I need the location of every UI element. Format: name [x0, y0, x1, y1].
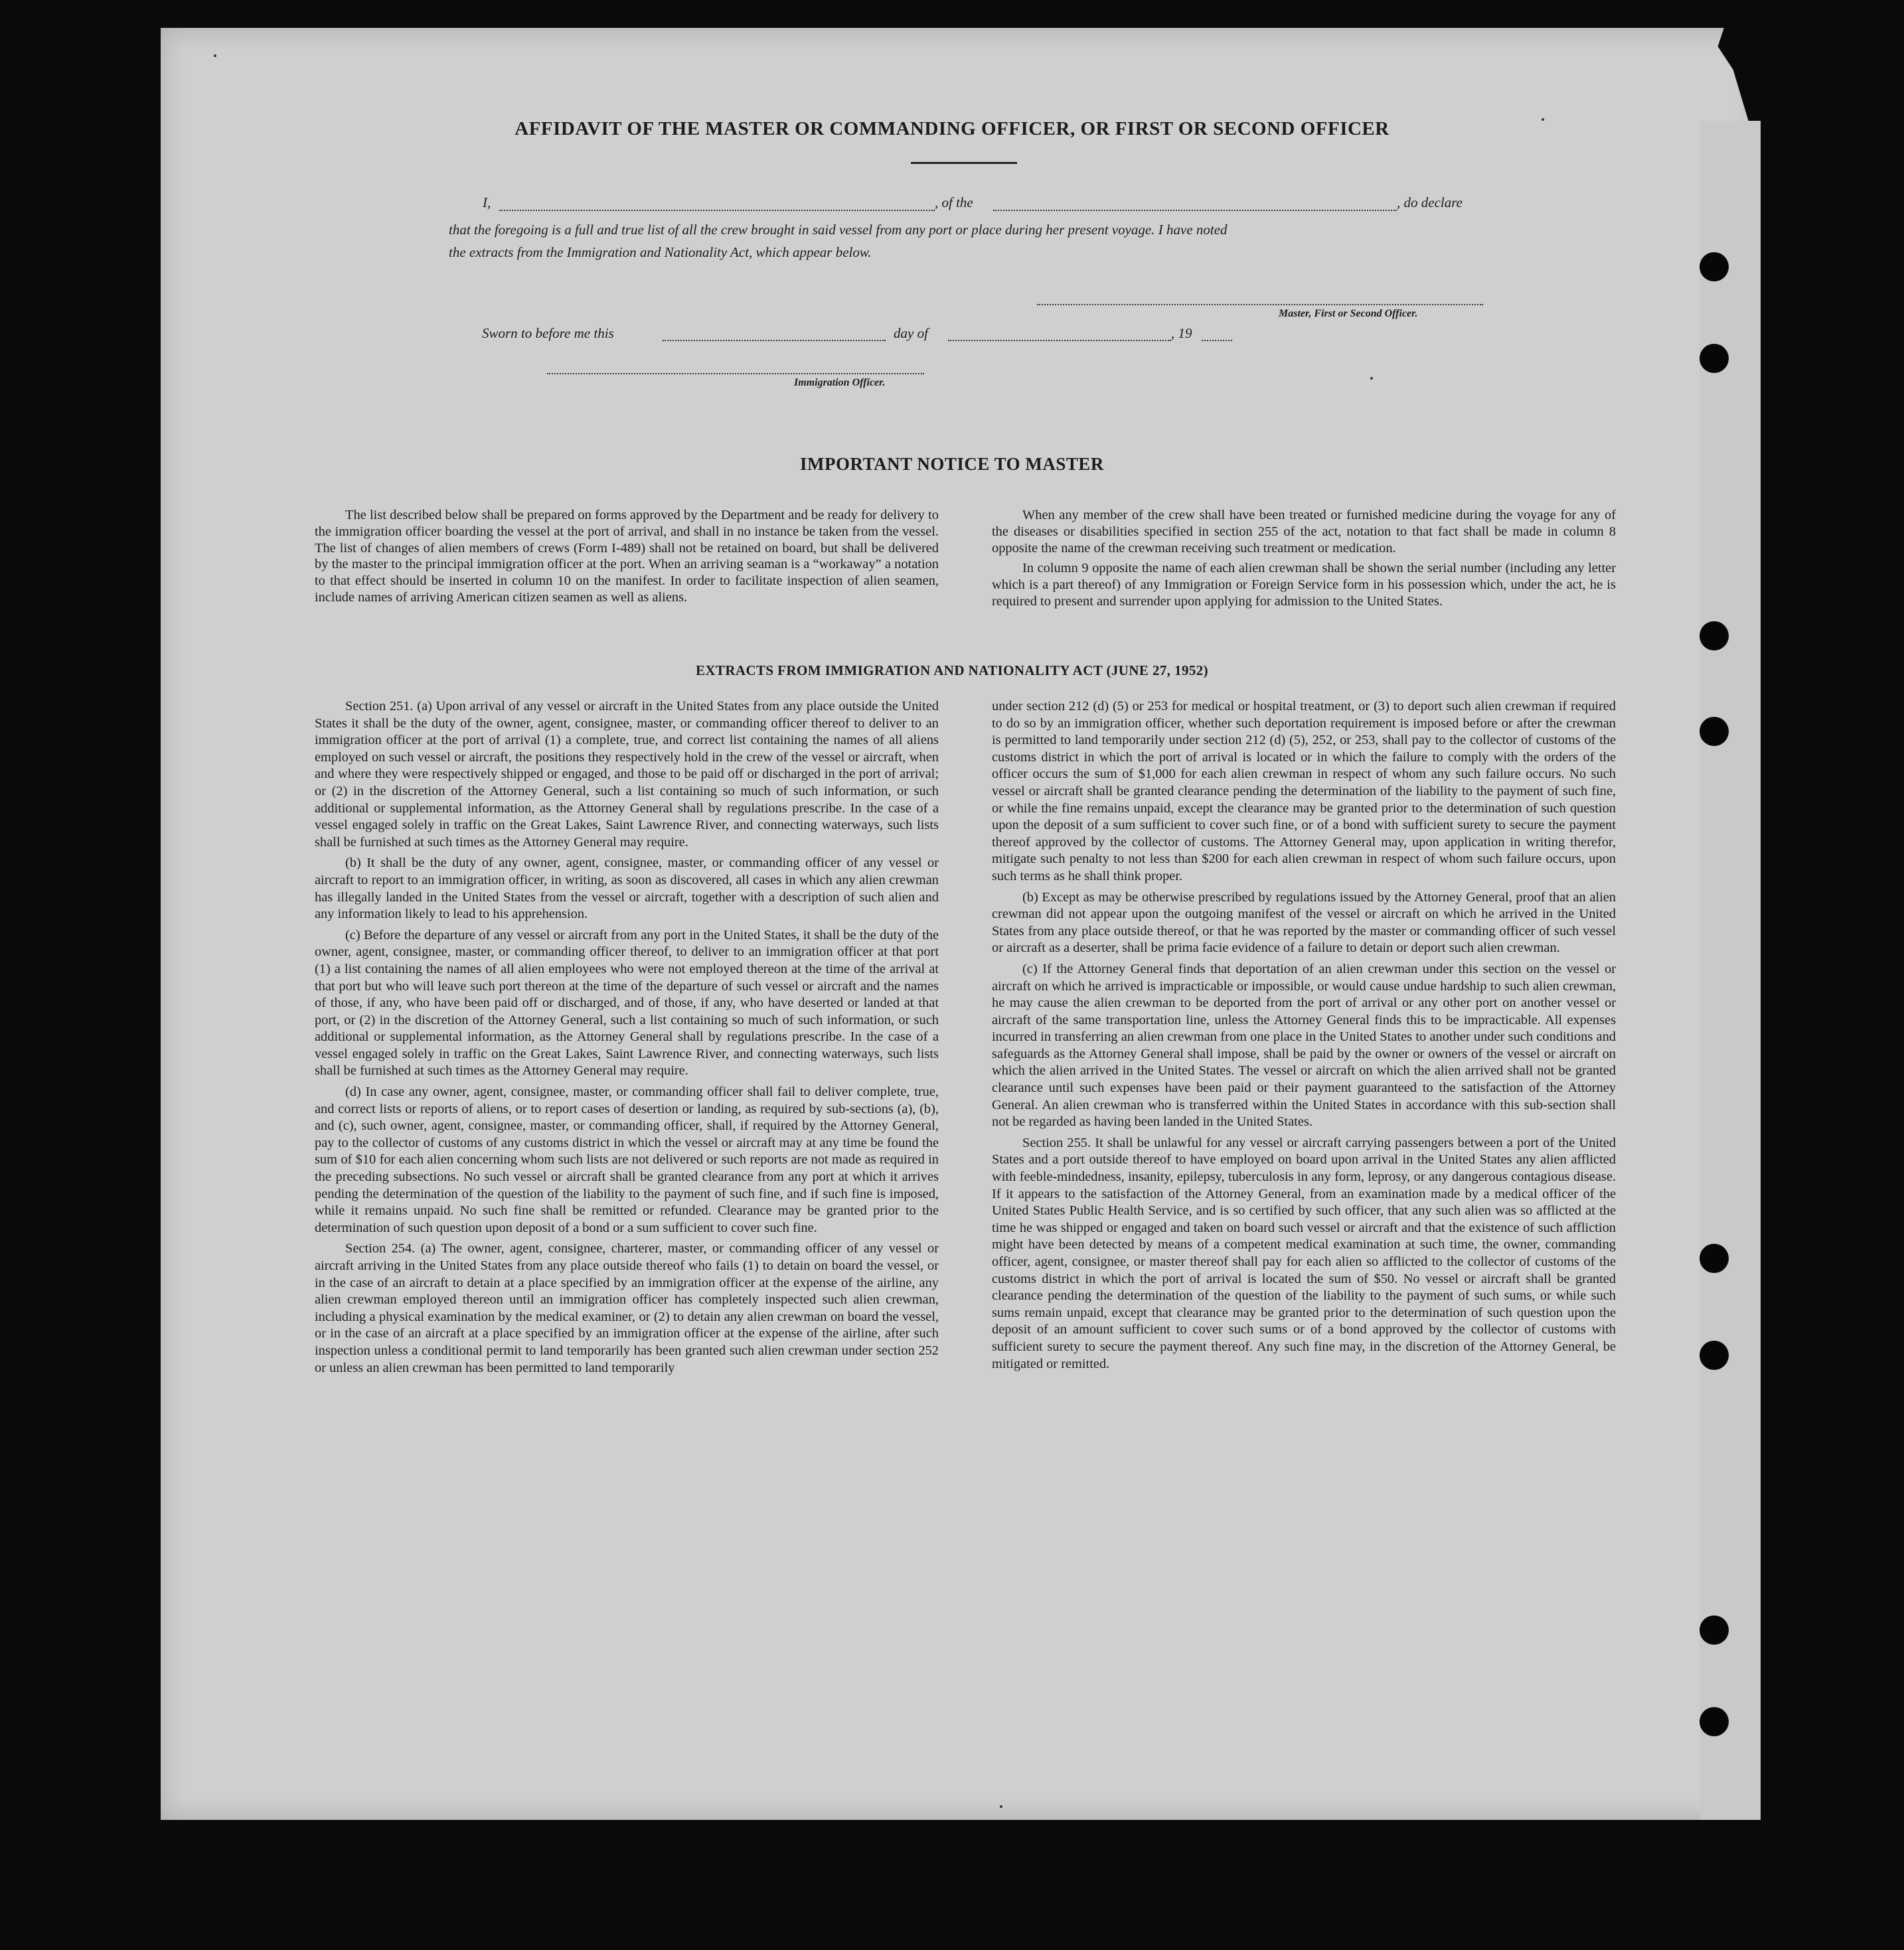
section-254-c: (c) If the Attorney General finds that deportation of an alien crewman under this section on the vessel or aircraft on which he arrived is impracticable or impossible, or would cause undue hardship to such alien crewman, he may cause the alien crewman to be deported from the port of arrival or any other port on another vessel or aircraft of the same transportation line, unless the Attorney General finds this to be impracticable. All expenses incurred in transferring an alien crewman from one place in the United States to another under such conditions and safeguards as the Attorney General shall impose, shall be paid by the owner or owners of the vessel or aircraft on which the alien arrived in the United States. The vessel or aircraft on which the alien arrived shall not be granted clearance until such expenses have been paid or their payment guaranteed to the satisfaction of the Attorney General. An alien crewman who is transferred within the United States in accordance with this sub-section shall not be regarded as having been landed in the United States.: [992, 961, 1616, 1130]
affidavit-title: AFFIDAVIT OF THE MASTER OR COMMANDING OFFICER, OR FIRST OR SECOND OFFICER: [515, 118, 1389, 139]
immigration-officer-caption: Immigration Officer.: [794, 377, 886, 388]
section-251-a: Section 251. (a) Upon arrival of any vessel or aircraft in the United States from any place outside the United States it shall be the duty of the owner, agent, consignee, master, or commanding officer thereof to deliver to an immigration officer at the port of arrival (1) a complete, true, and correct list containing the names of all aliens employed on such vessel or aircraft, the positions they respectively hold in the crew of the vessel or aircraft, when and where they were respectively shipped or engaged, and those to be paid off or discharged in the port of arrival; or (2) in the discretion of the Attorney General, such a list containing so much of such information, or such additional or supplemental information, as the Attorney General shall by regulations prescribe. In the case of a vessel engaged solely in traffic on the Great Lakes, Saint Lawrence River, and connecting waterways, such lists shall be furnished at such times as the Attorney General may require.: [315, 699, 939, 850]
master-signature-caption: Master, First or Second Officer.: [1279, 308, 1418, 319]
year-label: , 19: [1171, 325, 1192, 341]
sworn-month-blank[interactable]: [948, 340, 1171, 341]
day-of-label: day of: [894, 325, 928, 341]
master-signature-line[interactable]: [1037, 304, 1483, 305]
immigration-officer-signature-line[interactable]: [547, 373, 924, 374]
notice-right-paragraph-2: In column 9 opposite the name of each alien crewman shall be shown the serial number (including any letter which is a part thereof) of any Immigration or Foreign Service form in his possession which, under the act, he is required to present and surrender upon applying for admission to the United States.: [992, 561, 1616, 609]
of-the-label: , of the: [935, 194, 973, 210]
punch-hole: [1700, 1615, 1729, 1645]
section-255: Section 255. It shall be unlawful for any vessel or aircraft carrying passengers between a port of the United States and a port outside thereof to have employed on board upon arrival in the United States any alien afflicted with feeble-mindedness, insanity, epilepsy, tuberculosis in any form, leprosy, or any dangerous contagious disease. If it appears to the satisfaction of the Attorney General, from an examination made by a medical officer of the United States Public Health Service, and is so certified by such officer, that any such alien was so afflicted at the time he was shipped or engaged and taken on board such vessel or aircraft and that the existence of such affliction might have been detected by means of a competent medical examination at such time, the owner, commanding officer, agent, consignee, or master thereof shall pay for each alien so afflicted to the collector of customs of the customs district in which the port of arrival is located the sum of $50. No vessel or aircraft shall be granted clearance pending the determination of the question of the liability to the payment of such sums, or while such sums remain unpaid, except that clearance may be granted prior to the determination of such question upon the deposit of an amount sufficient to cover such sums or of a bond approved by the collector of customs with sufficient surety to secure the payment thereof. Any such fine may, in the discretion of the Attorney General, be mitigated or remitted.: [992, 1135, 1616, 1371]
extracts-right-column: [992, 698, 1616, 1377]
declaration-line-2: the extracts from the Immigration and Nationality Act, which appear below.: [449, 244, 872, 260]
notice-right-column: [992, 507, 1616, 614]
paper-speck: [1000, 1805, 1002, 1808]
sworn-year-blank[interactable]: [1202, 340, 1232, 341]
punch-hole: [1700, 717, 1729, 746]
section-254-b: (b) Except as may be otherwise prescribed by regulations issued by the Attorney General, proof that an alien crewman did not appear upon the outgoing manifest of the vessel or aircraft on which he arrived in the United States from any place outside thereof, or that he was reported by the master or commanding officer of such vessel or aircraft as a deserter, shall be prima facie evidence of a failure to detain or deport such alien crewman.: [992, 889, 1616, 956]
declaration-line-1: that the foregoing is a full and true list of all the crew brought in said vessel from any port or place during her present voyage. I have noted: [449, 222, 1228, 238]
i-label: I,: [483, 194, 491, 210]
extracts-left-column: [315, 698, 939, 1381]
notice-left-column: [315, 507, 939, 610]
punch-hole: [1700, 1707, 1729, 1736]
title-divider: [911, 162, 1017, 164]
do-declare-label: , do declare: [1397, 194, 1463, 210]
paper-speck: [1370, 377, 1373, 380]
paper-speck: [214, 54, 216, 57]
sworn-day-blank[interactable]: [663, 340, 886, 341]
extracts-title: EXTRACTS FROM IMMIGRATION AND NATIONALITY ACT (JUNE 27, 1952): [695, 662, 1209, 678]
punch-hole: [1700, 1341, 1729, 1370]
section-254-a-continued: under section 212 (d) (5) or 253 for medical or hospital treatment, or (3) to deport such alien crewman if required to do so by an immigration officer, whether such deportation requirement is imposed before or after the crewman is permitted to land temporarily under section 212 (d) (5), 252, or 253, shall pay to the collector of customs of the customs district in which the port of arrival is located or in which the failure to comply with the orders of the officer occurs the sum of $1,000 for each alien crewman in respect of whom any such failure occurs. No such vessel or aircraft shall be granted clearance pending the determination of the liability to the payment of such fine, or while the fine remains unpaid, except the clearance may be granted prior to the determination of such question upon the deposit of a sum sufficient to cover such fine, or of a bond with sufficient surety to secure the payment thereof approved by the collector of customs. The Attorney General may, upon application in writing therefor, mitigate such penalty to not less than $200 for each alien crewman in respect of whom such failure occurs, upon such terms as he shall think proper.: [992, 699, 1616, 883]
name-blank[interactable]: [499, 210, 935, 211]
section-251-b: (b) It shall be the duty of any owner, agent, consignee, master, or commanding officer of any vessel or aircraft to report to an immigration officer, in writing, as soon as discovered, all cases in which any alien crewman has illegally landed in the United States from the vessel or aircraft, together with a description of such alien and any information likely to lead to his apprehension.: [315, 856, 939, 922]
sworn-label: Sworn to before me this: [482, 325, 614, 341]
punch-hole: [1700, 1244, 1729, 1273]
punch-hole: [1700, 344, 1729, 373]
notice-title: IMPORTANT NOTICE TO MASTER: [800, 454, 1104, 474]
section-251-d: (d) In case any owner, agent, consignee, master, or commanding officer shall fail to deliver complete, true, and correct lists or reports of aliens, or to report cases of desertion or landing, as required by sub-sections (a), (b), and (c), such owner, agent, consignee, master, or commanding officer, shall, if required by the Attorney General, pay to the collector of customs of any customs district in which the vessel or aircraft may at any time be found the sum of $10 for each alien concerning whom such lists are not delivered or such reports are not made as required in the preceding subsections. No such vessel or aircraft shall be granted clearance from any port at which it arrives pending the determination of the question of the liability to the payment of such fine, and if such fine is imposed, while it remains unpaid. No such fine shall be remitted or refunded. Clearance may be granted prior to the determination of such question upon deposit of a bond or a sum sufficient to cover such fine.: [315, 1085, 939, 1235]
page-edge: [1700, 121, 1761, 1820]
section-251-c: (c) Before the departure of any vessel or aircraft from any port in the United States, it shall be the duty of the owner, agent, consignee, master, or commanding officer thereof, to deliver to an immigration officer at that port (1) a list containing the names of all alien employees who were not employed thereon at the time of the arrival at that port but who will leave such port thereon at the time of the departure of such vessel or aircraft and the names of those, if any, who have been paid off or discharged, and of those, if any, who have deserted or landed at that port, or (2) in the discretion of the Attorney General, such a list containing so much of such information, or such additional or supplemental information, as the Attorney General shall by regulations prescribe. In the case of a vessel engaged solely in traffic on the Great Lakes, Saint Lawrence River, and connecting waterways, such lists shall be furnished at such times as the Attorney General may require.: [315, 927, 939, 1079]
notice-right-paragraph-1: When any member of the crew shall have been treated or furnished medicine during the voyage for any of the diseases or disabilities specified in section 255 of the act, notation to that fact shall be made in column 8 opposite the name of the crewman receiving such treatment or medication.: [992, 508, 1616, 556]
vessel-blank[interactable]: [993, 210, 1397, 211]
paper-speck: [1542, 118, 1544, 121]
section-254-a: Section 254. (a) The owner, agent, consignee, charterer, master, or commanding officer of any vessel or aircraft arriving in the United States from any place outside thereof who fails (1) to detain on board the vessel, or in the case of an aircraft to detain at a place specified by an immigration officer at the expense of the airline, any alien crewman employed thereon until an immigration officer has completely inspected such alien crewman, including a physical examination by the medical examiner, or (2) to detain any alien crewman on board the vessel, or in the case of an aircraft at a place specified by an immigration officer at the expense of the airline, after such inspection unless a conditional permit to land temporarily has been granted such alien crewman under section 252 or unless an alien crewman has been permitted to land temporarily: [315, 1241, 939, 1375]
notice-left-paragraph: The list described below shall be prepared on forms approved by the Department and be ready for delivery to the immigration officer boarding the vessel at the port of arrival, and shall in no instance be taken from the vessel. The list of changes of alien members of crews (Form I-489) shall not be retained on board, but shall be delivered by the master to the principal immigration officer at the port. When an arriving seaman is a “workaway” a notation to that effect should be inserted in column 10 on the manifest. In order to facilitate inspection of alien seamen, include names of arriving American citizen seamen as well as aliens.: [315, 508, 939, 605]
punch-hole: [1700, 621, 1729, 650]
punch-hole: [1700, 252, 1729, 281]
